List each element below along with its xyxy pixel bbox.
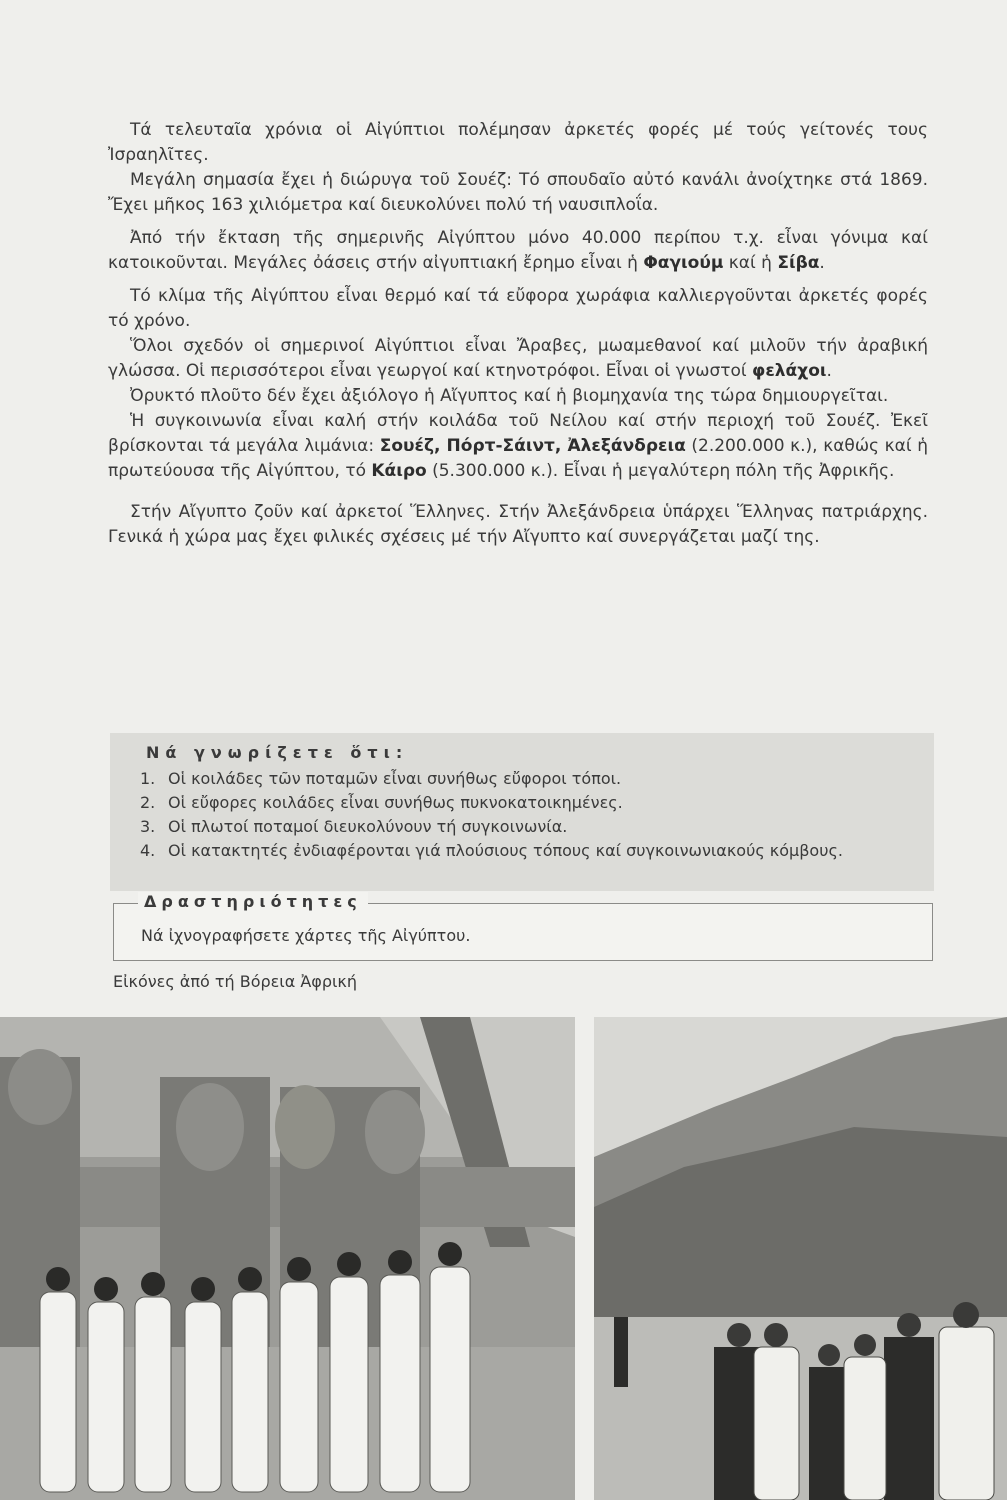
photo-desert-crowd (594, 1017, 1007, 1500)
term-fellahin: φελάχοι (752, 361, 827, 381)
list-item: 1. Οἱ κοιλάδες τῶν ποταμῶν εἶναι συνήθως εὔφοροι τόποι. (140, 769, 622, 788)
photos-caption: Εἰκόνες ἀπό τή Βόρεια Ἀφρική (113, 972, 357, 991)
activities-title: Δραστηριότητες (138, 892, 368, 911)
term-ports: Σουέζ, Πόρτ-Σάιντ, Ἀλεξάνδρεια (379, 436, 686, 456)
term-fayoum: Φαγιούμ (643, 253, 724, 273)
activities-box (113, 892, 933, 961)
term-cairo: Κάιρο (371, 461, 427, 481)
abu-simbel-illustration (0, 1017, 575, 1500)
desert-crowd-illustration (594, 1017, 1007, 1500)
activities-text: Νά ἰχνογραφήσετε χάρτες τῆς Αἰγύπτου. (141, 926, 471, 945)
know-that-box (110, 733, 934, 891)
know-that-list (140, 767, 920, 863)
list-item: 4. Οἱ κατακτητές ἐνδιαφέρονται γιά πλούσιους τόπους καί συγκοινωνιακούς κόμβους. (140, 841, 843, 860)
term-siwa: Σίβα (777, 253, 820, 273)
paragraph-minerals: Ὀρυκτό πλοῦτο δέν ἔχει ἀξιόλογο ἡ Αἴγυπτος καί ἡ βιομηχανία της τώρα δημιουργεῖται. (130, 386, 889, 406)
know-that-title: Νά γνωρίζετε ὅτι: (146, 743, 409, 762)
paragraph-climate: Τό κλίμα τῆς Αἰγύπτου εἶναι θερμό καί τά εὔφορα χωράφια καλλιεργοῦνται ἀρκετές φορές τό χρόνο. (108, 286, 928, 331)
list-item: 3. Οἱ πλωτοί ποταμοί διευκολύνουν τή συγκοινωνία. (140, 817, 568, 836)
list-item: 2. Οἱ εὔφορες κοιλάδες εἶναι συνήθως πυκνοκατοικημένες. (140, 793, 623, 812)
paragraph-people: Ὅλοι σχεδόν οἱ σημερινοί Αἰγύπτιοι εἶναι Ἄραβες, μωαμεθανοί καί μιλοῦν τήν ἀραβική γλώσσα. Οἱ περισσότεροι εἶναι γεωργοί καί κτηνοτρόφοι. Εἶναι οἱ γνωστοί φελάχοι. (108, 336, 928, 381)
paragraph-suez-canal: Μεγάλη σημασία ἔχει ἡ διώρυγα τοῦ Σουέζ: Τό σπουδαῖο αὐτό κανάλι ἀνοίχτηκε στά 1869. Ἔχει μῆκος 163 χιλιόμετρα καί διευκολύνει πολύ τή ναυσιπλοΐα. (108, 170, 928, 215)
photo-abu-simbel (0, 1017, 575, 1500)
paragraph-oases: Ἀπό τήν ἔκταση τῆς σημερινῆς Αἰγύπτου μόνο 40.000 περίπου τ.χ. εἶναι γόνιμα καί κατοικοῦνται. Μεγάλες ὀάσεις στήν αἰγυπτιακή ἔρημο εἶναι ἡ Φαγιούμ καί ἡ Σίβα. (108, 228, 928, 273)
paragraph-transport: Ἡ συγκοινωνία εἶναι καλή στήν κοιλάδα τοῦ Νείλου καί στήν περιοχή τοῦ Σουέζ. Ἐκεῖ βρίσκονται τά μεγάλα λιμάνια: Σουέζ, Πόρτ-Σάιντ, Ἀλεξάνδρεια (2.200.000 κ.), καθώς καί ἡ πρωτεύουσα τῆς Αἰγύπτου, τό Κάιρο (5.300.000 κ.). Εἶναι ἡ μεγαλύτερη πόλη τῆς Ἀφρικῆς. (108, 411, 928, 481)
paragraph-greeks: Στήν Αἴγυπτο ζοῦν καί ἀρκετοί Ἕλληνες. Στήν Ἀλεξάνδρεια ὑπάρχει Ἕλληνας πατριάρχης. Γενικά ἡ χώρα μας ἔχει φιλικές σχέσεις μέ τήν Αἴγυπτο καί συνεργάζεται μαζί της. (108, 502, 928, 547)
body-text (108, 118, 928, 550)
paragraph-israelites: Τά τελευταῖα χρόνια οἱ Αἰγύπτιοι πολέμησαν ἀρκετές φορές μέ τούς γείτονές τους Ἰσραηλῖτες. (108, 120, 928, 165)
